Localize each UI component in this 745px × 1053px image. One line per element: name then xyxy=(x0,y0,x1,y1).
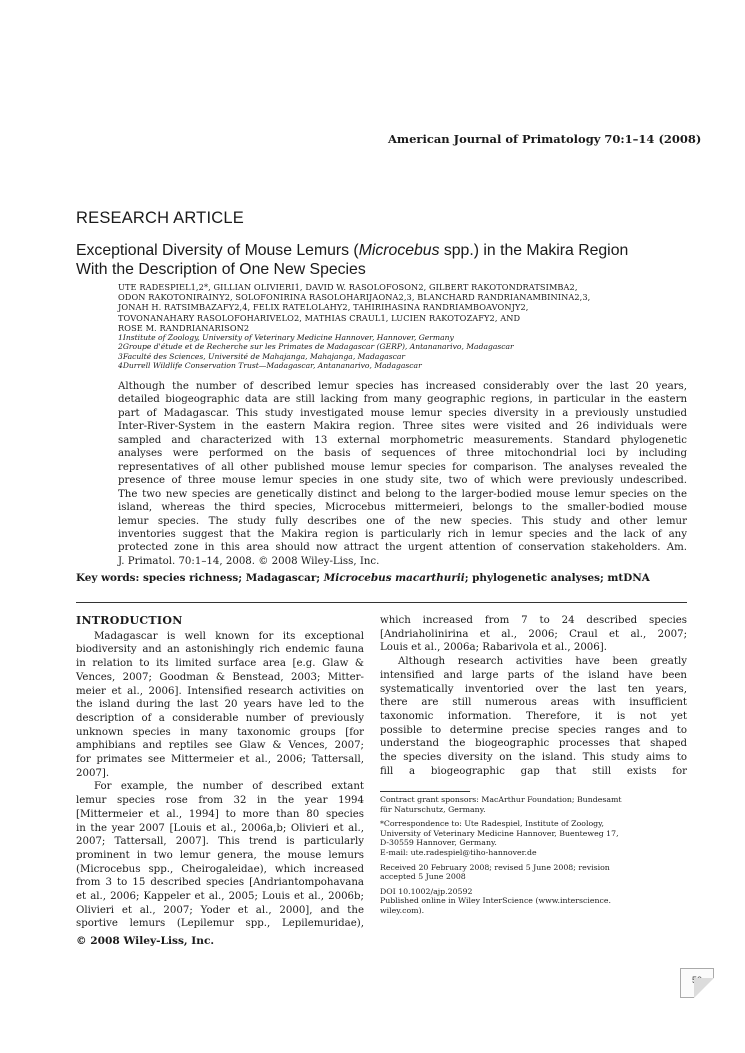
abstract-line: representatives of all other published mouse lemur species for comparison. The analyses revealed the xyxy=(118,461,687,473)
title-part-2: spp.) in the Makira Region xyxy=(439,242,629,259)
abstract-line: Inter-River-System in the eastern Makira region. Three sites were visited and 26 individuals were xyxy=(118,421,687,433)
page-curl-icon xyxy=(694,978,714,998)
affiliation-line: 3Faculté des Sciences, Université de Mahajanga, Mahajanga, Madagascar xyxy=(118,351,406,361)
abstract xyxy=(118,380,687,568)
body-line: which increased from 7 to 24 described species xyxy=(380,615,687,626)
author-line: ODON RAKOTONIRAINY2, SOLOFONIRINA RASOLOHARIJAONA2,3, BLANCHARD RANDRIANAMBININA2,3, xyxy=(118,292,591,303)
abstract-line: sampled and characterized with 13 external morphometric measurements. Standard phylogenetic xyxy=(118,434,687,446)
section-heading-introduction: INTRODUCTION xyxy=(76,614,183,627)
body-line: For example, the number of described extant xyxy=(94,781,364,793)
abstract-line: J. Primatol. 70:1–14, 2008. © 2008 Wiley-Liss, Inc. xyxy=(118,555,380,567)
body-line: sportive lemurs (Lepilemur spp., Lepilemuridae), xyxy=(76,918,364,930)
affiliation-list xyxy=(118,333,658,370)
body-line: 2007; Tattersall, 2007]. This trend is particularly xyxy=(76,836,364,848)
abstract-line: island, whereas the third species, Microcebus mittermeieri, belongs to the smaller-bodied mouse xyxy=(118,502,687,514)
body-line: the species diversity on the island. This study aims to xyxy=(380,752,687,764)
body-line: understand the biogeographic processes that shaped xyxy=(380,738,687,750)
abstract-line: presence of three mouse lemur species in one study site, two of which were previously undescribed. xyxy=(118,475,687,487)
footnote-email[interactable]: E-mail: ute.radespiel@tiho-hannover.de xyxy=(380,847,537,857)
author-line: TOVONANAHARY RASOLOFOHARIVELO2, MATHIAS CRAUL1, LUCIEN RAKOTOZAFY2, AND xyxy=(118,312,521,323)
footnote-line: für Naturschutz, Germany. xyxy=(380,804,486,814)
footnote-line: Published online in Wiley InterScience (www.interscience. xyxy=(380,896,611,906)
abstract-line: lemur species. The study fully describes one of the new species. This study and other lemur xyxy=(118,515,687,527)
intro-right-column xyxy=(380,614,687,778)
body-line: fill a biogeographic gap that still exists for xyxy=(380,765,687,777)
journal-header: American Journal of Primatology 70:1–14 (2008) xyxy=(388,132,702,146)
affiliation-line: 2Groupe d'étude et de Recherche sur les Primates de Madagascar (GERP), Antananarivo, Madagascar xyxy=(118,342,514,352)
footnote-doi[interactable]: DOI 10.1002/ajp.20592 xyxy=(380,886,473,896)
copyright-notice: © 2008 Wiley-Liss, Inc. xyxy=(76,935,215,947)
body-line: from 3 to 15 described species [Andriantompohavana xyxy=(76,877,364,889)
body-line: lemur species rose from 32 in the year 1994 xyxy=(76,795,364,807)
body-line: intensified and large parts of the island have been xyxy=(380,669,687,681)
intro-left-column xyxy=(76,614,364,931)
page-number: 50 xyxy=(691,975,702,985)
body-line: Although research activities have been greatly xyxy=(398,656,687,668)
body-line: Madagascar is well known for its exceptional xyxy=(94,630,364,642)
footnote-line: Received 20 February 2008; revised 5 June 2008; revision xyxy=(380,862,610,872)
footnote-line: accepted 5 June 2008 xyxy=(380,872,466,882)
title-italic-genus: Microcebus xyxy=(358,242,440,259)
title-line-2: With the Description of One New Species xyxy=(76,261,366,278)
abstract-line: part of Madagascar. This study investigated mouse lemur species diversity in a previously unstudied xyxy=(118,407,687,419)
keywords-text-1: species richness; Madagascar; xyxy=(139,572,324,584)
body-line: Louis et al., 2006a; Rabarivola et al., 2006]. xyxy=(380,642,607,654)
body-line: prominent in two lemur genera, the mouse lemurs xyxy=(76,849,364,861)
abstract-line: detailed biogeographic data are still lacking from many geographic regions, in particular in the eastern xyxy=(118,394,687,406)
footnote-line: *Correspondence to: Ute Radespiel, Institute of Zoology, xyxy=(380,819,605,829)
body-line: taxonomic information. Therefore, it is not yet xyxy=(380,710,687,722)
section-divider xyxy=(76,602,687,603)
abstract-line: The two new species are genetically distinct and belong to the larger-bodied mouse lemur species on the xyxy=(118,488,687,500)
abstract-line: protected zone in this area should now attract the urgent attention of conservation stakeholders. Am. xyxy=(118,542,687,554)
keywords-italic-species: Microcebus macarthurii xyxy=(323,572,465,584)
abstract-line: Although the number of described lemur species has increased considerably over the last 20 years, xyxy=(118,381,687,392)
footnote-line: wiley.com). xyxy=(380,905,425,915)
body-line: unknown species in many taxonomic groups [for xyxy=(76,726,364,738)
body-line: possible to determine precise species ranges and to xyxy=(380,724,687,736)
body-line: for primates see Mittermeier et al., 2006; Tattersall, xyxy=(76,754,364,766)
body-line: (Microcebus spp., Cheirogaleidae), which increased xyxy=(76,863,364,875)
body-line: systematically inventoried over the last ten years, xyxy=(380,683,687,695)
article-title xyxy=(76,241,696,279)
body-line: biodiversity and an astonishingly rich endemic fauna xyxy=(76,644,364,656)
keywords-label: Key words: xyxy=(76,572,140,584)
author-line: ROSE M. RANDRIANARISON2 xyxy=(118,322,250,333)
title-part-1: Exceptional Diversity of Mouse Lemurs ( xyxy=(76,242,359,259)
footnote-line: University of Veterinary Medicine Hannover, Buenteweg 17, xyxy=(380,828,619,838)
footnote-divider xyxy=(380,791,470,792)
author-line: UTE RADESPIEL1,2*, GILLIAN OLIVIERI1, DAVID W. RASOLOFOSON2, GILBERT RAKOTONDRATSIMBA2, xyxy=(118,282,578,292)
body-line: Vences, 2007; Goodman & Benstead, 2003; Mitter- xyxy=(76,671,364,683)
footnote-line: Contract grant sponsors: MacArthur Foundation; Bundesamt xyxy=(380,795,622,804)
body-line: [Mittermeier et al., 1994] to more than 80 species xyxy=(76,808,364,820)
affiliation-line: 1Institute of Zoology, University of Veterinary Medicine Hannover, Hannover, Germany xyxy=(118,333,454,342)
body-line: Olivieri et al., 2007; Yoder et al., 2000], and the xyxy=(76,904,364,916)
body-line: there are still numerous areas with insufficient xyxy=(380,697,687,709)
body-line: description of a considerable number of previously xyxy=(76,712,364,724)
footnotes xyxy=(380,795,687,916)
body-line: amphibians and reptiles see Glaw & Vences, 2007; xyxy=(76,740,364,752)
keywords-line xyxy=(76,572,696,584)
body-line: the island during the last 20 years have led to the xyxy=(76,699,364,711)
affiliation-line: 4Durrell Wildlife Conservation Trust—Madagascar, Antananarivo, Madagascar xyxy=(118,360,422,370)
author-line: JONAH H. RATSIMBAZAFY2,4, FELIX RATELOLAHY2, TAHIRIHASINA RANDRIAMBOAVONJY2, xyxy=(118,302,529,313)
author-list xyxy=(118,282,638,333)
body-line: in relation to its limited surface area [e.g. Glaw & xyxy=(76,658,364,670)
body-line: meier et al., 2006]. Intensified research activities on xyxy=(76,685,364,697)
page-number-box[interactable] xyxy=(680,968,714,998)
body-line: in the year 2007 [Louis et al., 2006a,b; Olivieri et al., xyxy=(76,822,364,834)
body-line: [Andriaholinirina et al., 2006; Craul et al., 2007; xyxy=(380,628,687,640)
abstract-line: inventories suggest that the Makira region is particularly rich in lemur species and the lack of any xyxy=(118,528,687,540)
keywords-text-2: ; phylogenetic analyses; mtDNA xyxy=(464,572,650,584)
body-line: 2007]. xyxy=(76,767,110,779)
article-type-label: RESEARCH ARTICLE xyxy=(76,209,244,227)
abstract-line: analyses were performed on the basis of sequences of three mitochondrial loci by including xyxy=(118,448,687,460)
body-line: et al., 2006; Kappeler et al., 2005; Louis et al., 2006b; xyxy=(76,891,364,903)
footnote-line: D-30559 Hannover, Germany. xyxy=(380,838,497,848)
